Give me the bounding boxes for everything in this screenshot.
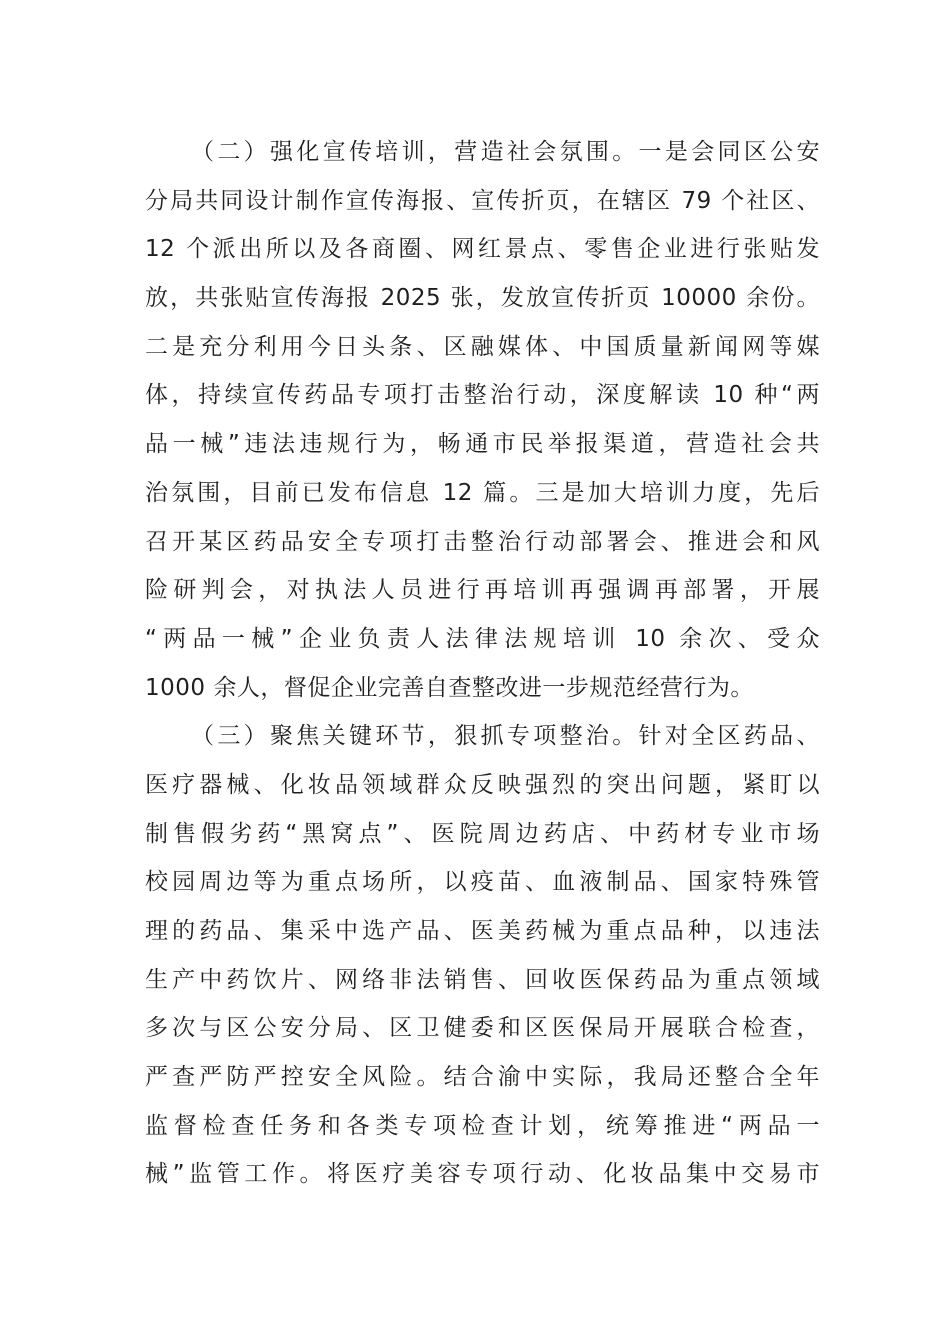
- paragraph-3-line-3: 制售假劣药“黑窝点”、医院周边药店、中药材专业市场: [145, 820, 820, 847]
- paragraph-2-line-9: 召开某区药品安全专项打击整治行动部署会、推进会和风: [145, 528, 820, 555]
- paragraph-3-line-10: 械”监管工作。将医疗美容专项行动、化妆品集中交易市: [145, 1161, 820, 1188]
- paragraph-2-line-3: 12 个派出所以及各商圈、网红景点、零售企业进行张贴发: [145, 236, 820, 263]
- paragraph-2-line-11: “两品一械”企业负责人法律法规培训 10 余次、受众: [145, 625, 820, 652]
- paragraph-2-line-12: 1000 余人，督促企业完善自查整改进一步规范经营行为。: [145, 674, 754, 701]
- paragraph-2-line-2: 分局共同设计制作宣传海报、宣传折页，在辖区 79 个社区、: [145, 187, 820, 214]
- paragraph-2-line-8: 治氛围，目前已发布信息 12 篇。三是加大培训力度，先后: [145, 479, 820, 506]
- paragraph-2-line-10: 险研判会，对执法人员进行再培训再强调再部署，开展: [145, 577, 820, 604]
- paragraph-3-line-8: 严查严防严控安全风险。结合渝中实际，我局还整合全年: [145, 1064, 820, 1091]
- paragraph-2-line-4: 放，共张贴宣传海报 2025 张，发放宣传折页 10000 余份。: [145, 285, 820, 312]
- document-body: [145, 128, 820, 1199]
- paragraph-3-line-4: 校园周边等为重点场所，以疫苗、血液制品、国家特殊管: [145, 869, 820, 896]
- paragraph-2-line-6: 体，持续宣传药品专项打击整治行动，深度解读 10 种“两: [145, 382, 820, 409]
- paragraph-3-line-5: 理的药品、集采中选产品、医美药械为重点品种，以违法: [145, 918, 820, 944]
- paragraph-2-line-1: （二）强化宣传培训，营造社会氛围。一是会同区公安: [191, 139, 820, 165]
- paragraph-3-line-6: 生产中药饮片、网络非法销售、回收医保药品为重点领域: [145, 966, 820, 993]
- paragraph-3-line-7: 多次与区公安分局、区卫健委和区医保局开展联合检查，: [145, 1015, 820, 1042]
- paragraph-3-line-1: （三）聚焦关键环节，狠抓专项整治。针对全区药品、: [191, 723, 820, 750]
- paragraph-2-line-7: 品一械”违法违规行为，畅通市民举报渠道，营造社会共: [145, 431, 820, 458]
- paragraph-3-line-9: 监督检查任务和各类专项检查计划，统筹推进“两品一: [145, 1112, 820, 1139]
- paragraph-2-line-5: 二是充分利用今日头条、区融媒体、中国质量新闻网等媒: [145, 333, 820, 360]
- paragraph-3-line-2: 医疗器械、化妆品领域群众反映强烈的突出问题，紧盯以: [145, 771, 820, 798]
